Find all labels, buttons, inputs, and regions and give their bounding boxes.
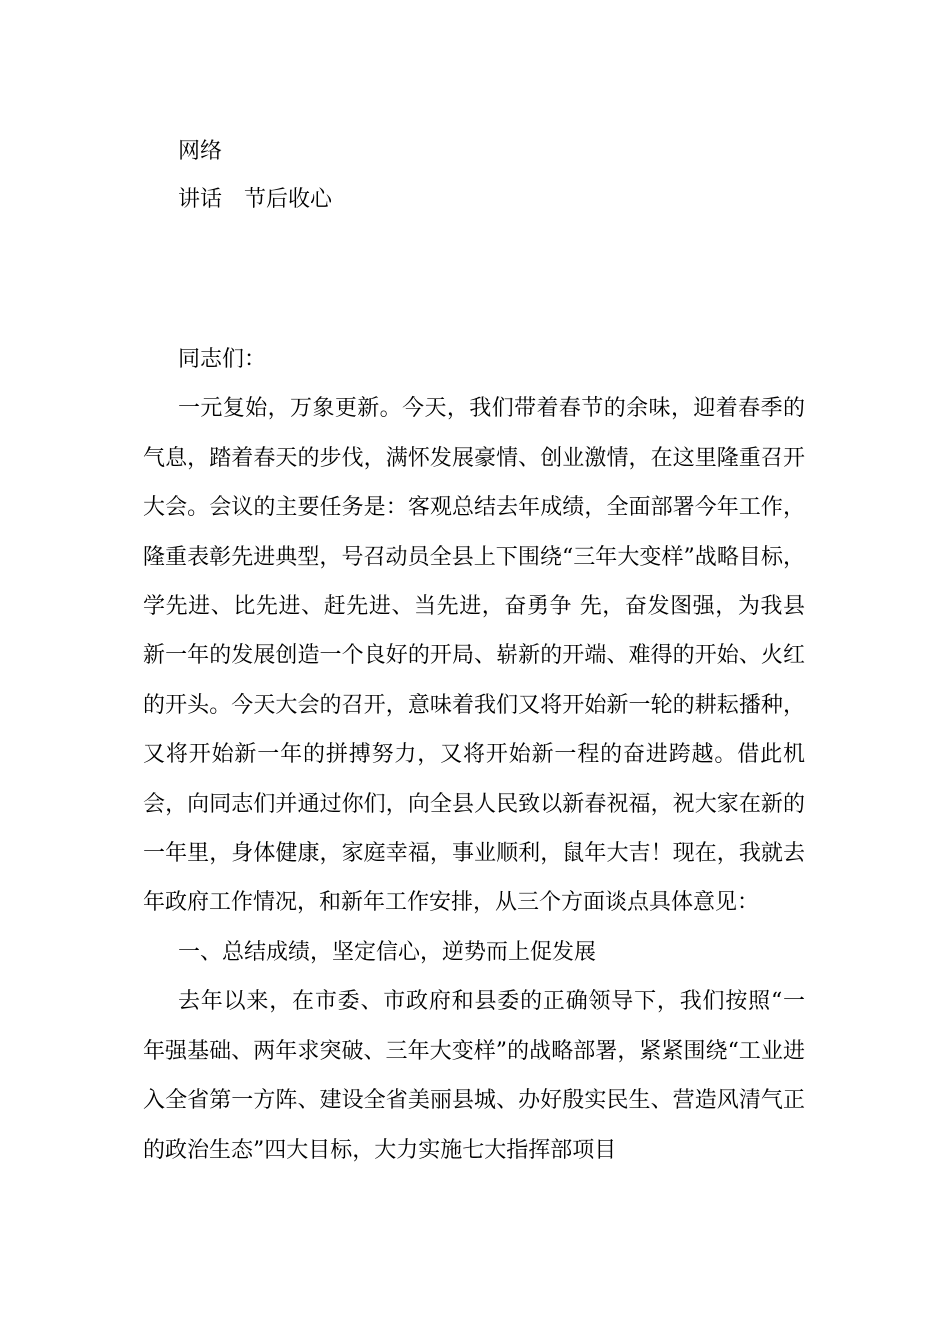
section-heading: 一、总结成绩，坚定信心，逆势而上促发展 [178, 939, 597, 965]
salutation: 同志们： [178, 347, 267, 372]
subtitle-topic: 节后收心 [244, 187, 333, 212]
doc-subtitle [178, 184, 332, 216]
paragraph-opening: 一元复始，万象更新。今天，我们带着春节的余味，迎着春季的气息，踏着春天的步伐，满怀发展豪情、创业激情，在这里隆重召开大会。会议的主要任务是：客观总结去年成绩，全面部署今年工作，隆重表彰先进典型，号召动员全县上下围绕“三年大变样”战略目标，学先进、比先进、赶先进、当先进，奋勇争 先，奋发图强，为我县新一年的发展创造一个良好的开局、崭新的开端、难得的开始、火红的开头。今天大会的召开，意味着我们又将开始新一轮的耕耘播种，又将开始新一年的拼搏努力，又将开始新一程的奋进跨越。借此机会，向同志们并通过你们，向全县人民致以新春祝福，祝大家在新的一年里，身体健康，家庭幸福，事业顺利，鼠年大吉！现在，我就去年政府工作情况，和新年工作安排，从三个方面谈点具体意见： [143, 396, 805, 916]
paragraph-section-one: 去年以来，在市委、市政府和县委的正确领导下，我们按照“一年强基础、两年求突破、三年大变样”的战略部署，紧紧围绕“工业进入全省第一方阵、建设全省美丽县城、办好殷实民生、营造风清气正的政治生态”四大目标，大力实施七大指挥部项目 [143, 989, 805, 1163]
subtitle-type: 讲话 [178, 187, 223, 212]
category-label: 网络 [178, 139, 223, 164]
speech-body [143, 335, 805, 1175]
doc-category [178, 136, 222, 168]
